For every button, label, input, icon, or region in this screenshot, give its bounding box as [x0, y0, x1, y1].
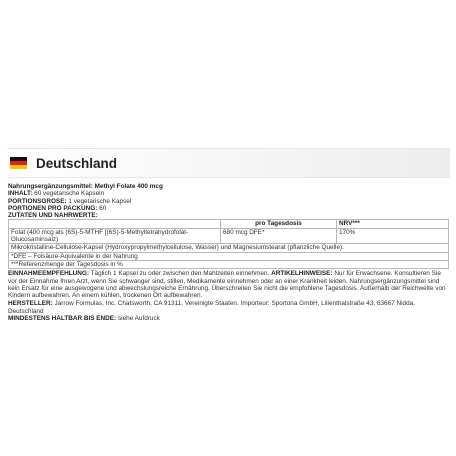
- manufacturer-text: Jarrow Formulas, Inc. Chatsworth, CA 91311, Vereinigte Staaten. Importeur: Sportona GmbH, Lilienthalstraße 43, 63667 Nidda, Deutschland: [8, 300, 415, 315]
- portion-line: [8, 198, 448, 205]
- nutrient-amount: 680 mcg DFE*: [221, 228, 337, 244]
- german-flag-icon: [10, 157, 27, 169]
- product-name: Methyl Folate 400 mcg: [94, 183, 163, 190]
- category-label: Nahrungsergänzungsmittel:: [8, 183, 93, 190]
- table-header-daily-dose: pro Tagesdosis: [221, 220, 337, 228]
- portions-line: [8, 205, 448, 212]
- content-line: [8, 190, 448, 197]
- best-before-label: MINDESTENS HALTBAR BIS ENDE:: [8, 315, 117, 323]
- footnote-row: [9, 260, 449, 268]
- table-header-nrv: NRV***: [337, 220, 449, 228]
- footnote-dfe: *DFE – Folsäure-Äquivalente in der Nahrung: [9, 252, 449, 260]
- ingredients-heading: ZUTATEN UND NÄHRWERTE:: [8, 212, 98, 220]
- table-row: [9, 228, 449, 244]
- other-ingredients-row: [9, 244, 449, 252]
- portions-label: PORTIONEN PRO PACKUNG:: [8, 204, 98, 212]
- table-header-row: [9, 220, 449, 228]
- portion-label: PORTIONSGRÖSE:: [8, 197, 67, 205]
- warning-label: ARTIKELHINWEISE:: [271, 270, 333, 278]
- nutrition-table: [8, 219, 449, 269]
- warning-text: Nur für Erwachsene. Konsultieren Sie vor der Einnahme Ihren Arzt, wenn Sie schwanger sind, stillen, Medikamente einnehmen oder an einer Krankheit leiden. Nahrungsergänzungsmittel sind kein Ersatz für eine ausgewogene und abwechslungsreiche Ernährung. Überschreiten Sie nicht die empfohlene Tagesdosis. Außerhalb der Reichweite von Kindern aufbewahren. An einem kühlen, trockenen Ort aufbewahren.: [8, 270, 446, 300]
- country-header: [7, 148, 450, 178]
- nutrient-nrv: 170%: [337, 228, 449, 244]
- best-before-line: [8, 315, 448, 322]
- content-value: 60 vegetarische Kapseln: [34, 190, 105, 198]
- manufacturer-paragraph: [8, 300, 448, 315]
- product-name-line: [8, 183, 448, 190]
- directions-label: EINNAHMEEMPFEHLUNG:: [8, 270, 89, 278]
- portions-value: 60: [99, 204, 107, 212]
- other-ingredients: Mikrokristalline-Cellulose-Kapsel (Hydroxypropylmethylcellulose, Wasser) und Magnesiumstearat (pflanzliche Quelle).: [9, 244, 449, 252]
- portion-value: 1 vegetarische Kapsel: [68, 197, 132, 205]
- nutrient-name: Folat (400 mcg als (6S)-5-MTHF [(6S)-5-Methyltetrahydrofolat-Glucosaminsalz): [9, 228, 221, 244]
- footnote-nrv: ***Referenzmenge der Tagesdosis in %: [9, 260, 449, 268]
- directions-text: Täglich 1 Kapsel zu oder zwischen den Mahlzeiten einnehmen.: [90, 270, 270, 278]
- manufacturer-label: HERSTELLER:: [8, 300, 53, 308]
- directions-paragraph: [8, 270, 448, 299]
- content-label: INHALT:: [8, 190, 33, 198]
- label-content: [8, 183, 448, 322]
- table-header-empty: [9, 220, 221, 228]
- country-name: Deutschland: [36, 155, 118, 171]
- footnote-row: [9, 252, 449, 260]
- best-before-text: siehe Aufdruck: [117, 315, 160, 323]
